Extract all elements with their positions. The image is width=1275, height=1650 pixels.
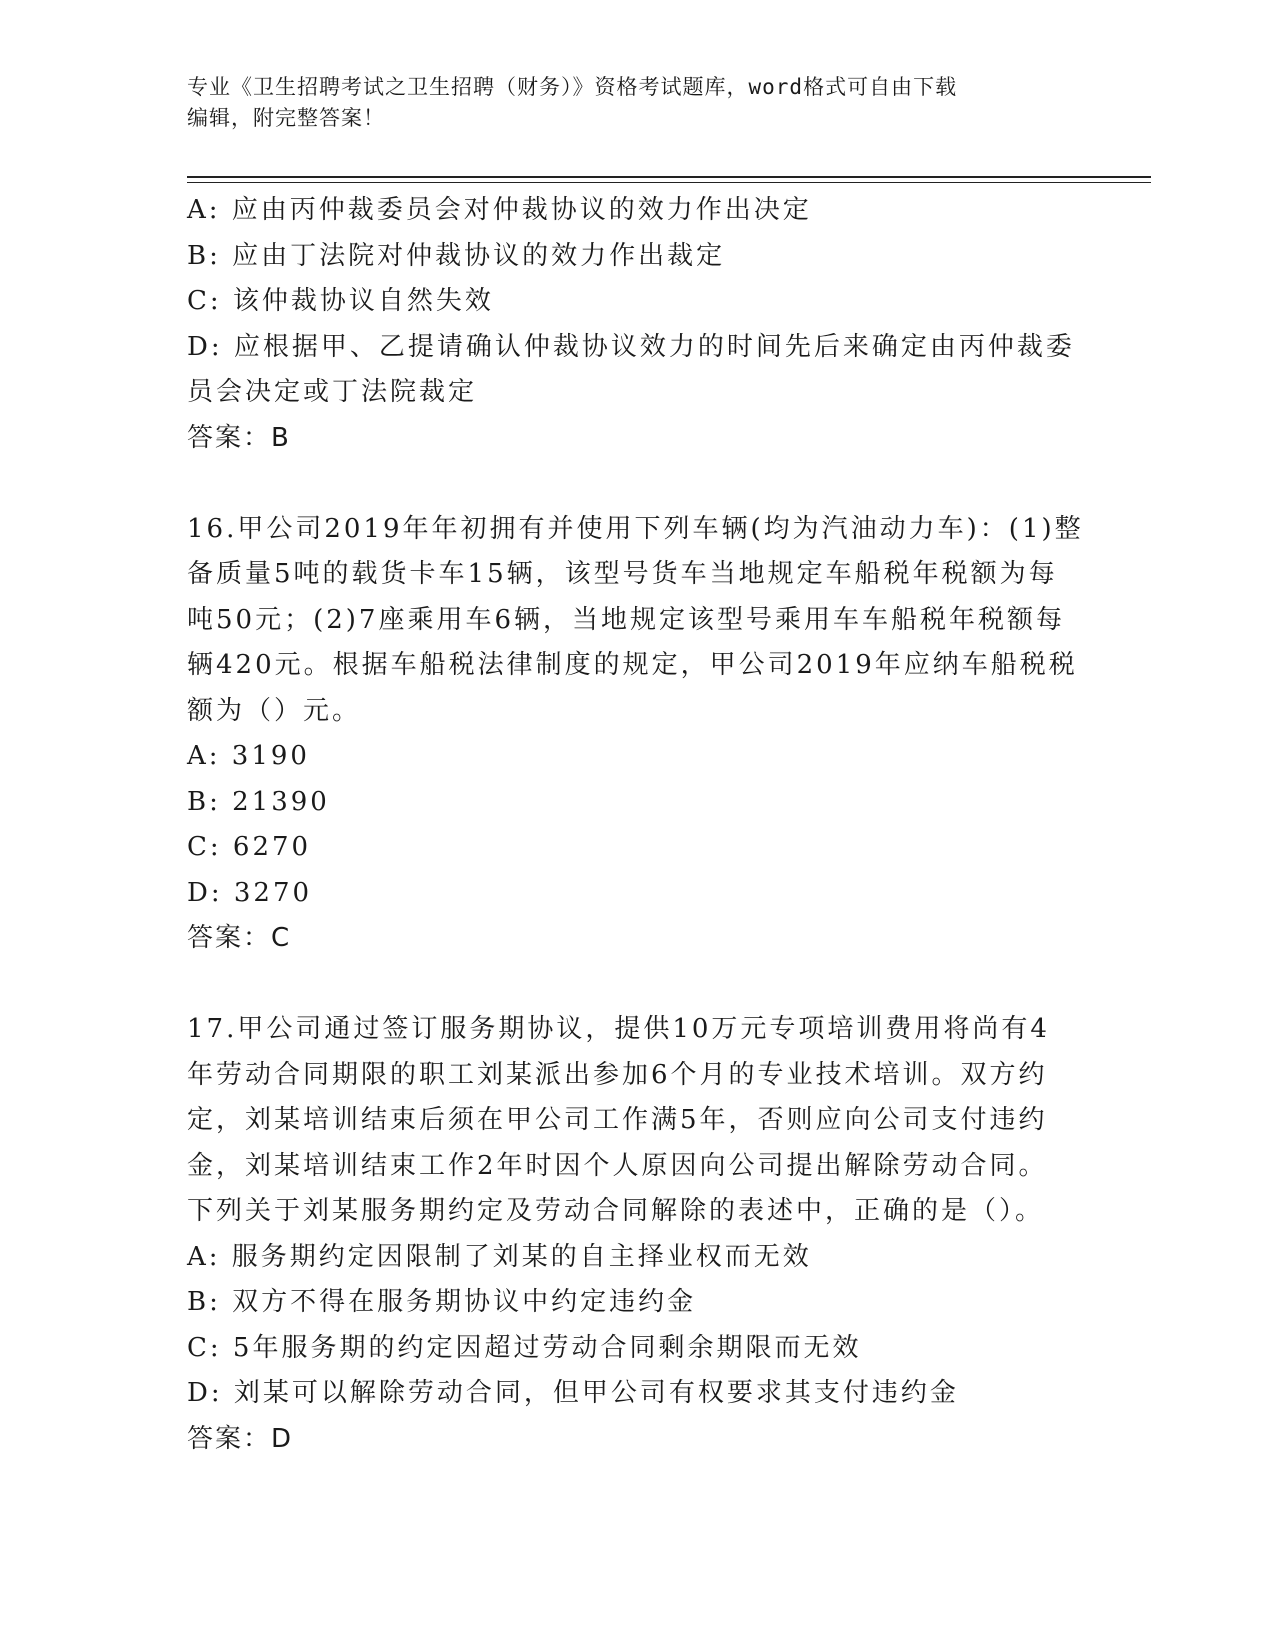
answer-label: 答案：D bbox=[187, 1423, 294, 1454]
document-header bbox=[187, 72, 1087, 134]
question-stem-line: 17.甲公司通过签订服务期协议，提供10万元专项培训费用将尚有4 bbox=[187, 1014, 1050, 1044]
option-b: B: 双方不得在服务期协议中约定违约金 bbox=[187, 1287, 697, 1317]
question-stem-line: 下列关于刘某服务期约定及劳动合同解除的表述中，正确的是（）。 bbox=[187, 1196, 1045, 1226]
question-stem-line: 定，刘某培训结束后须在甲公司工作满5年，否则应向公司支付违约 bbox=[187, 1105, 1048, 1135]
question-15-options bbox=[187, 188, 1087, 461]
header-rule-thin bbox=[187, 182, 1151, 183]
question-stem-line: 备质量5吨的载货卡车15辆，该型号货车当地规定车船税年税额为每 bbox=[187, 559, 1058, 589]
option-c: C: 该仲裁协议自然失效 bbox=[187, 286, 494, 316]
header-line-1: 专业《卫生招聘考试之卫生招聘（财务）》资格考试题库，word格式可自由下载 bbox=[187, 75, 958, 99]
option-a: A: 服务期约定因限制了刘某的自主择业权而无效 bbox=[187, 1241, 812, 1272]
option-c: C: 6270 bbox=[187, 832, 312, 862]
option-b: B: 21390 bbox=[187, 786, 330, 817]
header-line-2: 编辑，附完整答案！ bbox=[187, 106, 385, 130]
option-c: C: 5年服务期的约定因超过劳动合同剩余期限而无效 bbox=[187, 1332, 862, 1363]
question-stem-line: 额为（）元。 bbox=[187, 695, 362, 726]
question-17 bbox=[187, 1007, 1087, 1462]
question-stem-line: 辆420元。根据车船税法律制度的规定，甲公司2019年应纳车船税税 bbox=[187, 650, 1078, 680]
answer-label: 答案：B bbox=[187, 422, 291, 453]
question-stem-line: 金，刘某培训结束工作2年时因个人原因向公司提出解除劳动合同。 bbox=[187, 1150, 1048, 1181]
question-stem-line: 16.甲公司2019年年初拥有并使用下列车辆(均为汽油动力车)：(1)整 bbox=[187, 513, 1084, 544]
option-d-continued: 员会决定或丁法院裁定 bbox=[187, 377, 478, 407]
answer-label: 答案：C bbox=[187, 923, 292, 953]
option-d: D: 3270 bbox=[187, 877, 313, 908]
document-body bbox=[187, 188, 1087, 1462]
option-a: A: 3190 bbox=[187, 741, 310, 771]
question-16 bbox=[187, 507, 1087, 962]
question-stem-line: 年劳动合同期限的职工刘某派出参加6个月的专业技术培训。双方约 bbox=[187, 1059, 1048, 1090]
question-stem-line: 吨50元；(2)7座乘用车6辆，当地规定该型号乘用车车船税年税额每 bbox=[187, 604, 1065, 635]
option-b: B: 应由丁法院对仲裁协议的效力作出裁定 bbox=[187, 240, 726, 271]
option-d: D: 刘某可以解除劳动合同，但甲公司有权要求其支付违约金 bbox=[187, 1378, 959, 1408]
option-a: A: 应由丙仲裁委员会对仲裁协议的效力作出决定 bbox=[187, 195, 812, 225]
option-d: D: 应根据甲、乙提请确认仲裁协议效力的时间先后来确定由丙仲裁委 bbox=[187, 331, 1075, 362]
header-rule-thick bbox=[187, 176, 1151, 178]
